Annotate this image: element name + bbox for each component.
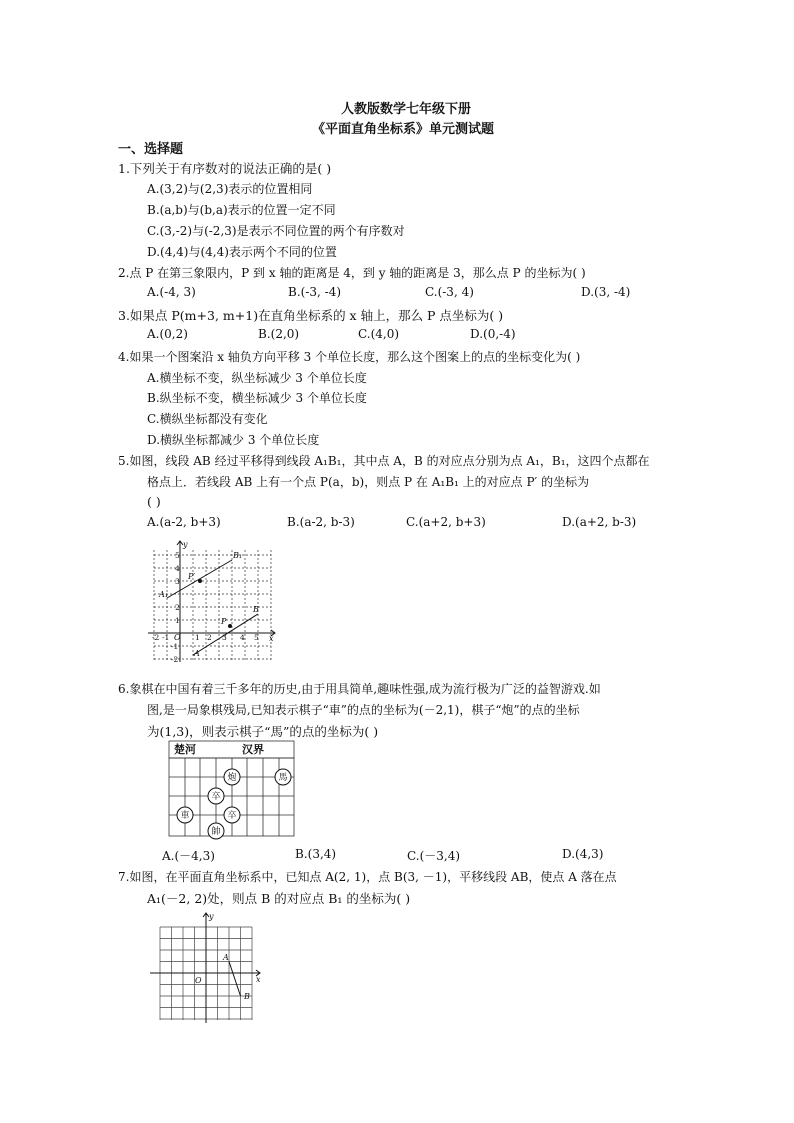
question-6-stem-line2: 图,是一局象棋残局,已知表示棋子“車”的点的坐标为(－2,1)，棋子“炮”的点的坐标 [147,703,580,717]
q5-axis-x-label: x [269,634,274,643]
question-1-option-d: D.(4,4)与(4,4)表示两个不同的位置 [147,245,337,259]
question-1-option-b: B.(a,b)与(b,a)表示的位置一定不同 [147,203,336,217]
q5-ytick-neg2: -2 [171,655,179,664]
question-3-stem: 3.如果点 P(m+3, m+1)在直角坐标系的 x 轴上，那么 P 点坐标为( ) [118,308,504,323]
q5-xtick-1: 1 [195,633,200,642]
question-2-stem: 2.点 P 在第三象限内，P 到 x 轴的距离是 4，到 y 轴的距离是 3，那么点 P 的坐标为( ) [118,266,586,280]
question-5-option-c: C.(a+2, b+3) [406,515,486,529]
question-5-option-d: D.(a+2, b-3) [562,515,637,529]
q5-point-a-label: A [194,649,200,658]
question-2-option-d: D.(3, -4) [581,285,631,299]
question-6-figure [166,740,298,840]
q5-point-p1-label: P′ [188,572,196,581]
question-3-option-d: D.(0,-4) [470,327,516,341]
question-1-option-c: C.(3,-2)与(-2,3)是表示不同位置的两个有序数对 [147,224,405,238]
doc-subtitle: 《平面直角坐标系》单元测试题 [312,122,495,137]
question-1-option-a: A.(3,2)与(2,3)表示的位置相同 [147,182,313,196]
q5-origin-label: O [174,633,181,642]
q7-axis-x-label: x [256,975,261,984]
question-6-option-d: D.(4,3) [562,847,604,861]
question-5-stem-line3: ( ) [147,494,161,509]
q6-piece-zu-2: 卒 [227,811,237,821]
question-5-figure [145,538,277,666]
question-6-stem-line1: 6.象棋在中国有着三千多年的历史,由于用具简单,趣味性强,成为流行极为广泛的益智游戏.如 [118,682,601,696]
q5-point-b1-label: B₁ [233,551,243,560]
question-4-option-c: C.横纵坐标都没有变化 [147,412,268,426]
question-7-figure [148,910,264,1026]
question-5-option-b: B.(a-2, b-3) [287,515,355,529]
q5-axis-y-label: y [183,540,188,549]
question-1-stem: 1.下列关于有序数对的说法正确的是( ) [118,161,332,176]
q5-ytick-neg1: -1 [171,642,179,651]
question-5-stem-line1: 5.如图，线段 AB 经过平移得到线段 A₁B₁，其中点 A，B 的对应点分别为点 A₁，B₁，这四个点都在 [118,454,650,468]
q6-piece-ju: 車 [180,811,190,821]
question-7-stem-line1: 7.如图，在平面直角坐标系中，已知点 A(2, 1)，点 B(3, －1)，平移线段 AB，使点 A 落在点 [118,870,617,884]
q6-piece-ma: 馬 [278,773,288,783]
q5-xtick-4: 4 [240,633,245,642]
question-4-option-b: B.纵坐标不变，横坐标减少 3 个单位长度 [147,391,367,405]
question-6-option-c: C.(－3,4) [407,849,461,863]
q5-point-a1-label: A₁ [159,590,168,599]
question-3-option-a: A.(0,2) [147,327,188,341]
q5-point-p-label: P [221,617,227,626]
q6-river-right-label: 汉界 [242,743,264,756]
doc-title: 人教版数学七年级下册 [341,102,472,117]
q5-xtick-3: 3 [222,633,227,642]
q5-xtick-2: 2 [207,633,212,642]
question-2-option-c: C.(-3, 4) [425,285,474,299]
q6-piece-shuai: 帥 [211,827,221,837]
question-2-option-a: A.(-4, 3) [147,285,196,299]
q5-ytick-2: 2 [175,603,180,612]
q6-river-left-label: 楚河 [174,743,196,756]
question-3-option-c: C.(4,0) [358,327,400,341]
q5-ytick-4: 4 [175,564,180,573]
q5-xtick-5: 5 [254,633,259,642]
q5-xtick-neg1: -1 [162,633,170,642]
question-3-option-b: B.(2,0) [258,327,300,341]
question-5-option-a: A.(a-2, b+3) [147,515,221,529]
question-4-stem: 4.如果一个图案沿 x 轴负方向平移 3 个单位长度，那么这个图案上的点的坐标变化为( ) [118,350,581,364]
question-6-stem-line3: 为(1,3)，则表示棋子“馬”的点的坐标为( ) [147,724,379,739]
question-2-option-b: B.(-3, -4) [288,285,342,299]
q7-point-a-label: A [223,953,229,962]
question-7-stem-line2: A₁(－2, 2)处，则点 B 的对应点 B₁ 的坐标为( ) [147,891,411,906]
q7-axis-y-label: y [209,912,214,921]
q7-origin-label: O [195,976,202,985]
q5-point-b-label: B [253,605,259,614]
question-4-option-a: A.横坐标不变，纵坐标减少 3 个单位长度 [147,371,367,385]
q5-ytick-3: 3 [175,577,180,586]
q5-xtick-neg2: -2 [152,633,160,642]
question-5-stem-line2: 格点上．若线段 AB 上有一个点 P(a，b)，则点 P 在 A₁B₁ 上的对应点 P′ 的坐标为 [147,475,590,489]
question-6-option-b: B.(3,4) [295,847,337,861]
q5-ytick-5: 5 [175,551,180,560]
q5-ytick-1: 1 [175,616,180,625]
question-4-option-d: D.横纵坐标都减少 3 个单位长度 [147,433,320,447]
section-heading: 一、选择题 [118,142,184,157]
q7-point-b-label: B [244,992,250,1001]
q6-piece-zu-1: 卒 [211,792,221,802]
question-6-option-a: A.(－4,3) [162,849,215,863]
q6-piece-pao: 炮 [227,773,237,783]
